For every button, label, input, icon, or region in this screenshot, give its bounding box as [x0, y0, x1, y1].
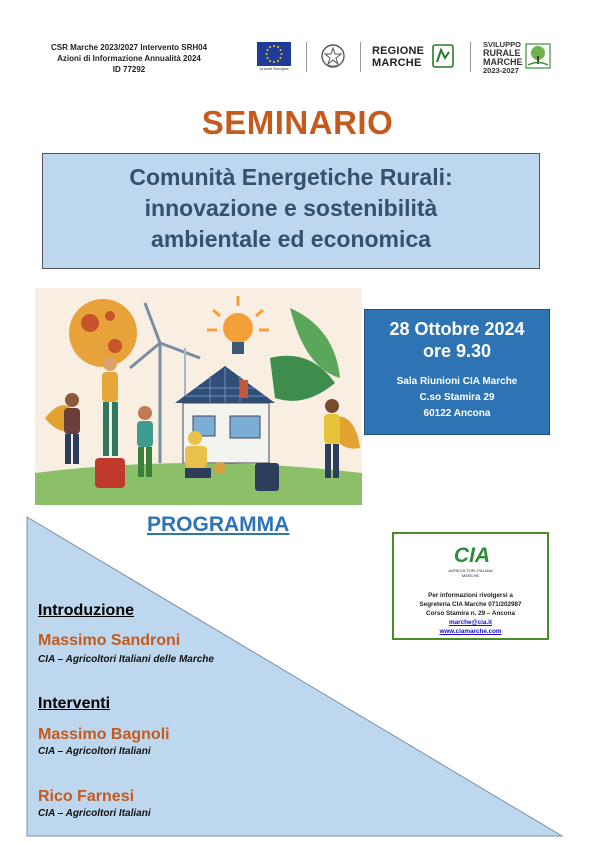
title-line-3: ambientale ed economica	[151, 226, 431, 252]
cia-subtitle-2: MARCHE	[461, 573, 480, 578]
interventions-heading: Interventi	[38, 695, 111, 712]
speaker-name: Massimo Bagnoli	[38, 726, 170, 743]
speaker-affiliation: CIA – Agricoltori Italiani	[38, 808, 151, 819]
event-date: 28 Ottobre 2024	[389, 319, 525, 339]
cia-info-line-2: Segreteria CIA Marche 071/202987	[419, 601, 522, 608]
seminar-title-box	[42, 153, 540, 269]
event-address: C.so Stamira 29	[419, 392, 495, 403]
header-divider	[360, 42, 361, 72]
italian-republic-emblem-icon	[320, 42, 346, 70]
intro-speaker-name: Massimo Sandroni	[38, 632, 181, 649]
title-line-1: Comunità Energetiche Rurali:	[129, 164, 453, 190]
tree-logo-icon	[525, 43, 551, 69]
regione-line: REGIONE	[372, 45, 425, 57]
header-divider	[470, 42, 471, 72]
cia-info-text	[394, 591, 547, 636]
event-info-box	[364, 309, 550, 435]
sviluppo-rurale-logo-text	[483, 41, 523, 75]
marche-line: MARCHE	[483, 57, 523, 67]
speaker-affiliation: CIA – Agricoltori Italiani	[38, 746, 151, 757]
programme-heading: PROGRAMMA	[147, 513, 290, 536]
csr-header-text	[14, 42, 244, 75]
cia-logo-text: CIA	[453, 544, 491, 566]
eu-caption: Unione Europea	[259, 66, 289, 71]
seminar-heading: SEMINARIO	[201, 104, 394, 141]
cia-email-link[interactable]: marche@cia.it	[449, 619, 492, 626]
cia-info-line-1: Per informazioni rivolgersi a	[428, 592, 513, 599]
intro-heading: Introduzione	[38, 602, 134, 619]
event-city: 60122 Ancona	[423, 408, 491, 419]
event-time: ore 9.30	[422, 341, 492, 361]
header-divider	[306, 42, 307, 72]
cia-subtitle-1: AGRICOLTORI ITALIANI	[448, 568, 493, 573]
cia-info-line-3: Corso Stamira n. 29 – Ancona	[426, 610, 515, 617]
eu-flag-icon	[257, 42, 291, 66]
marche-line: MARCHE	[372, 57, 422, 69]
renewable-energy-illustration	[35, 288, 362, 505]
cia-logo-icon	[450, 542, 494, 566]
speaker-name: Rico Farnesi	[38, 788, 135, 805]
intro-speaker-affiliation: CIA – Agricoltori Italiani delle Marche	[38, 654, 214, 665]
years-line: 2023-2027	[483, 66, 519, 75]
sviluppo-line: SVILUPPO	[483, 40, 521, 49]
regione-marche-logo-text	[372, 45, 424, 69]
title-line-2: innovazione e sostenibilità	[144, 195, 438, 221]
cia-subtitle	[394, 568, 547, 578]
regione-marche-shield-icon	[432, 44, 454, 68]
cia-website-link[interactable]: www.ciamarche.com	[439, 628, 502, 635]
csr-line-3: ID 77292	[112, 65, 146, 74]
csr-line-2: Azioni di Informazione Annualità 2024	[57, 54, 201, 63]
cia-contact-box	[392, 532, 549, 640]
event-venue: Sala Riunioni CIA Marche	[396, 376, 518, 387]
csr-line-1: CSR Marche 2023/2027 Intervento SRH04	[50, 43, 208, 52]
rurale-line: RURALE	[483, 48, 521, 58]
